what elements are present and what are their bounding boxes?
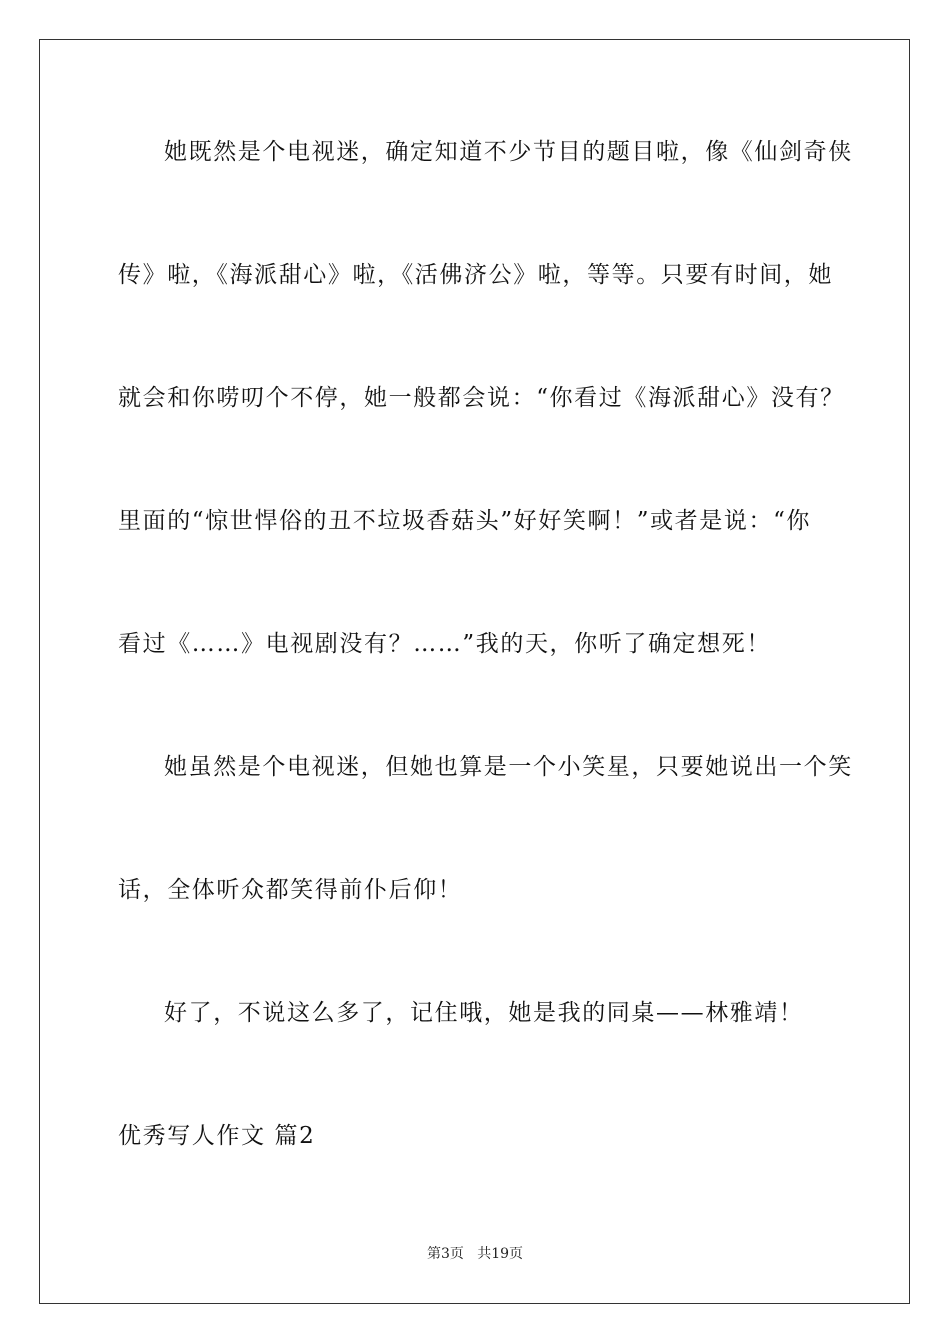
- page-number: 第3页 共19页: [426, 1246, 524, 1262]
- page-border: [39, 39, 910, 1304]
- paragraph-line-3: 就会和你唠叨个不停，她一般都会说：“你看过《海派甜心》没有？: [118, 385, 845, 411]
- paragraph-line-4: 里面的“惊世悍俗的丑不垃圾香菇头”好好笑啊！”或者是说：“你: [118, 508, 812, 534]
- paragraph-line-1: 她既然是个电视迷，确定知道不少节目的题目啦，像《仙剑奇侠: [164, 139, 853, 165]
- paragraph-line-7: 话，全体听众都笑得前仆后仰！: [118, 877, 463, 903]
- paragraph-line-6: 她虽然是个电视迷，但她也算是一个小笑星，只要她说出一个笑: [164, 754, 853, 780]
- paragraph-line-2: 传》啦，《海派甜心》啦，《活佛济公》啦，等等。只要有时间，她: [118, 262, 833, 288]
- paragraph-line-5: 看过《……》电视剧没有？……”我的天，你听了确定想死！: [118, 631, 771, 657]
- section-heading: 优秀写人作文 篇2: [118, 1123, 316, 1149]
- paragraph-line-8: 好了，不说这么多了，记住哦，她是我的同桌——林雅靖！: [164, 1000, 804, 1026]
